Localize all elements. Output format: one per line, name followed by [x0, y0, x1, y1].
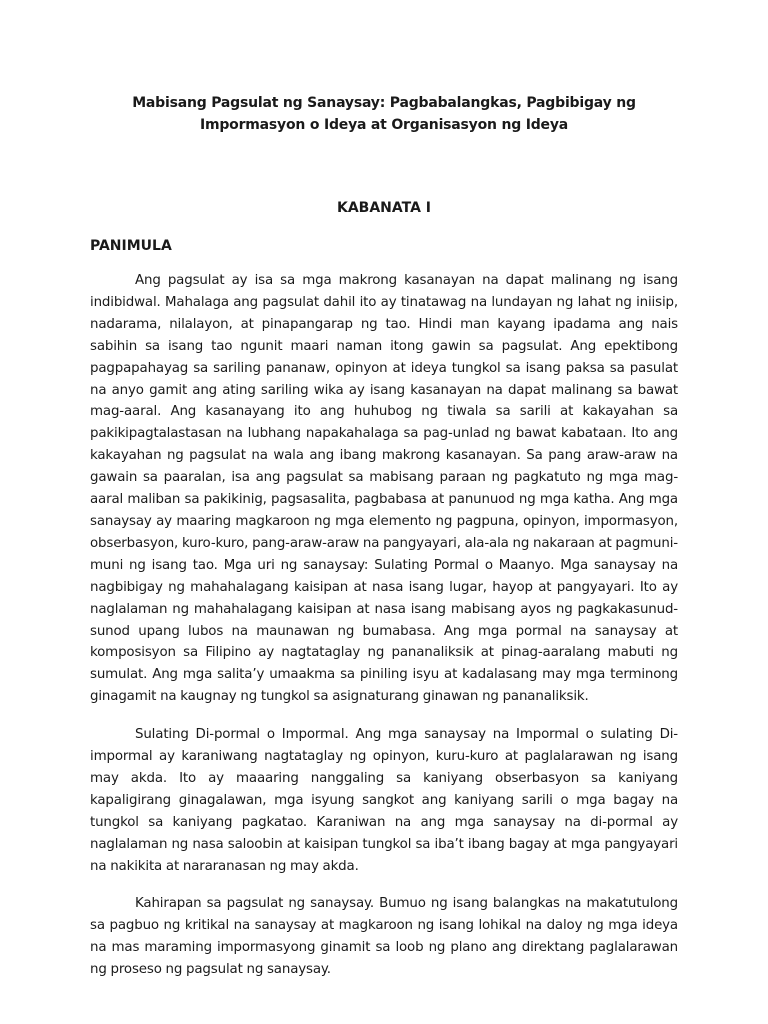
paragraph-2: Sulating Di-pormal o Impormal. Ang mga sanaysay na Impormal o sulating Di-impormal ay karaniwang nagtataglay ng opinyon, kuru-kuro at paglalarawan ng isang may akda. Ito ay maaaring nanggaling sa kaniyang obserbasyon sa kaniyang kapaligirang ginagalawan, mga isyung sangkot ang kaniyang sarili o mga bagay na tungkol sa kaniyang pagkatao. Karaniwan na ang mga sanaysay na di-pormal ay naglalaman ng nasa saloobin at kaisipan tungkol sa iba’t ibang bagay at mga pangyayari na nakikita at nararanasan ng may akda.	[90, 727, 678, 874]
document-page	[90, 92, 678, 981]
paragraph-3: Kahirapan sa pagsulat ng sanaysay. Bumuo ng isang balangkas na makatutulong sa pagbuo ng kritikal na sanaysay at magkaroon ng isang lohikal na daloy ng mga ideya na mas maraming impormasyong ginamit sa loob ng plano ang direktang paglalarawan ng proseso ng pagsulat ng sanaysay.	[90, 896, 678, 978]
chapter-heading: KABANATA I	[336, 200, 432, 216]
section-heading: PANIMULA	[90, 238, 172, 254]
paragraph-1: Ang pagsulat ay isa sa mga makrong kasanayan na dapat malinang ng isang indibidwal. Mahalaga ang pagsulat dahil ito ay tinatawag na lundayan ng lahat ng iniisip, nadarama, nilalayon, at pinapangarap ng tao. Hindi man kayang ipadama ang nais sabihin sa isang tao ngunit maari naman itong gawin sa pagsulat. Ang epektibong pagpapahayag sa sariling pananaw, opinyon at ideya tungkol sa isang paksa sa pasulat na anyo gamit ang ating sariling wika ay isang kasanayan na dapat malinang sa bawat mag-aaral. Ang kasanayang ito ang huhubog ng tiwala sa sarili at kakayahan sa pakikipagtalastasan na lubhang napakahalaga sa pag-unlad ng bawat kabataan. Ito ang kakayahan ng pagsulat na wala ang ibang makrong kasanayan. Sa pang araw-araw na gawain sa paaralan, isa ang pagsulat sa mabisang paraan ng pagkatuto ng mga mag-aaral maliban sa pakikinig, pagsasalita, pagbabasa at panunuod ng mga katha. Ang mga sanaysay ay maaring magkaroon ng mga elemento ng pagpuna, opinyon, impormasyon, obserbasyon, kuro-kuro, pang-araw-araw na pangyayari, ala-ala ng nakaraan at pagmuni-muni ng isang tao. Mga uri ng sanaysay: Sulating Pormal o Maanyo. Mga sanaysay na nagbibigay ng mahahalagang kaisipan at nasa isang lugar, hayop at pangyayari. Ito ay naglalaman ng mahahalagang kaisipan at nasa isang mabisang ayos ng pagkakasunud-sunod upang lubos na maunawan ng bumabasa. Ang mga pormal na sanaysay at komposisyon sa Filipino ay nagtataglay ng pananaliksik at pinag-aaralang mabuti ng sumulat. Ang mga salita’y umaakma sa piniling isyu at kadalasang may mga terminong ginagamit na kaugnay ng tungkol sa asignaturang ginawan ng pananaliksik.	[90, 273, 678, 705]
document-title: Mabisang Pagsulat ng Sanaysay: Pagbabalangkas, Pagbibigay ng Impormasyon o Ideya at Organisasyon ng Ideya	[132, 95, 636, 133]
